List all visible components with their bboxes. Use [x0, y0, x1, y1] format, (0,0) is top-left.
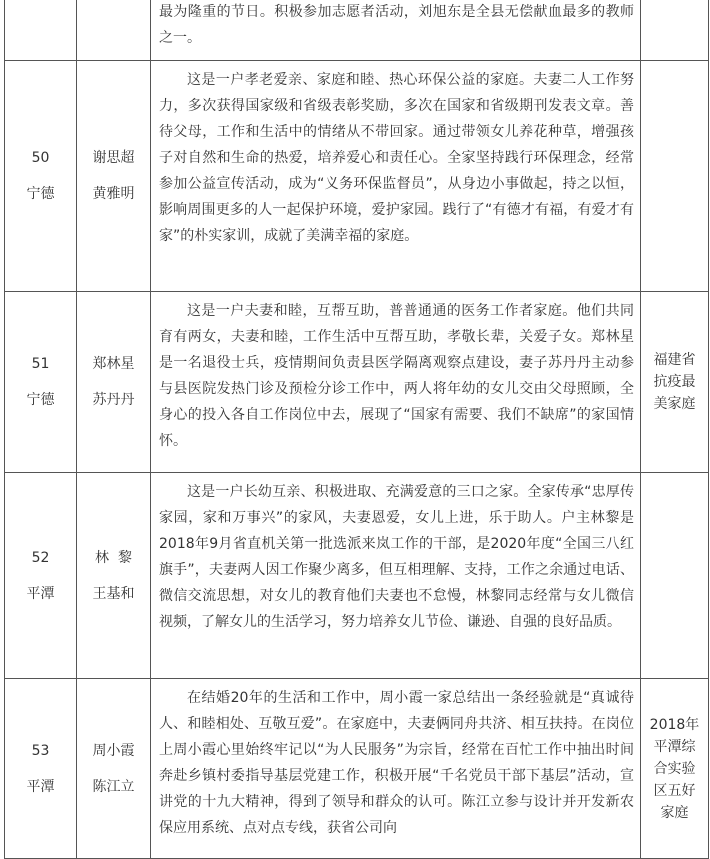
honor-text: 美家庭 [653, 396, 696, 412]
row-number: 50 [31, 150, 50, 166]
table-row [5, 292, 709, 473]
member-name: 苏丹丹 [92, 392, 135, 408]
honor-text: 福建省 [653, 352, 696, 368]
row-number: 51 [31, 356, 50, 372]
row-number-cell [5, 0, 77, 61]
names-cell [77, 61, 151, 292]
row-number: 53 [31, 742, 50, 759]
member-name: 周小霞 [92, 742, 135, 759]
honor-text: 区五好 [653, 782, 696, 799]
row-region: 宁德 [26, 392, 55, 408]
names-cell [77, 679, 151, 859]
honor-cell [641, 679, 709, 859]
names-cell [77, 473, 151, 679]
row-number-cell [5, 679, 77, 859]
honor-text: 家庭 [660, 804, 689, 821]
row-number-cell [5, 292, 77, 473]
member-name: 王基和 [92, 585, 135, 602]
family-table [4, 0, 709, 859]
honor-text: 2018年 [649, 716, 700, 733]
honor-cell [641, 61, 709, 292]
description-text: 在结婚20年的生活和工作中，周小霞一家总结出一条经验就是“真诚待人、和睦相处、互敬互爱”。在家庭中，夫妻俩同舟共济、相互扶持。在岗位上周小霞心里始终牢记以“为人民服务”为宗旨，经常在百忙工作中抽出时间奔赴乡镇村委指导基层党建工作，积极开展“千名党员干部下基层”活动，宣讲党的十九大精神，得到了领导和群众的认可。陈江立参与设计并开发新农保应用系统、点对点专线，获省公司向 [159, 690, 634, 836]
description-cell [151, 292, 641, 473]
honor-cell [641, 0, 709, 61]
description-text: 这是一户孝老爱亲、家庭和睦、热心环保公益的家庭。夫妻二人工作努力，多次获得国家级和省级表彰奖励，多次在国家和省级期刊发表文章。善待父母，工作和生活中的情绪从不带回家。通过带领女儿养花种草，增强孩子对自然和生命的热爱，培养爱心和责任心。全家坚持践行环保理念，经常参加公益宣传活动，成为“义务环保监督员”，从身边小事做起，持之以恒，影响周围更多的人一起保护环境，爱护家园。践行了“有德才有福，有爱才有家”的朴实家训，成就了美满幸福的家庭。 [159, 72, 634, 244]
member-name: 黄雅明 [92, 186, 135, 202]
description-cell [151, 0, 641, 61]
row-number-cell [5, 61, 77, 292]
names-cell [77, 0, 151, 61]
member-name: 林 黎 [95, 549, 132, 566]
names-cell [77, 292, 151, 473]
description-cell [151, 679, 641, 859]
table-row [5, 679, 709, 859]
member-name: 郑林星 [92, 356, 135, 372]
description-cell [151, 473, 641, 679]
description-text: 最为隆重的节日。积极参加志愿者活动，刘旭东是全县无偿献血最多的教师之一。 [159, 4, 634, 46]
table-row [5, 473, 709, 679]
honor-cell [641, 473, 709, 679]
row-number: 52 [31, 549, 50, 566]
row-number-cell [5, 473, 77, 679]
member-name: 陈江立 [92, 778, 135, 795]
member-name: 谢思超 [92, 150, 135, 166]
description-text: 这是一户夫妻和睦，互帮互助，普普通通的医务工作者家庭。他们共同育有两女，夫妻和睦，工作生活中互帮互助，孝敬长辈，关爱子女。郑林星是一名退役士兵，疫情期间负责县医学隔离观察点建设，妻子苏丹丹主动参与县医院发热门诊及预检分诊工作中，两人将年幼的女儿交由父母照顾，全身心的投入各自工作岗位中去，展现了“国家有需要、我们不缺席”的家国情怀。 [159, 303, 634, 449]
description-text: 这是一户长幼互亲、积极进取、充满爱意的三口之家。全家传承“忠厚传家园，家和万事兴”的家风，夫妻恩爱，女儿上进，乐于助人。户主林黎是2018年9月省直机关第一批选派来岚工作的干部，是2020年度“全国三八红旗手”，夫妻两人因工作聚少离多，但互相理解、支持，工作之余通过电话、微信交流思想，对女儿的教育他们夫妻也不怠慢，林黎同志经常与女儿微信视频，了解女儿的生活学习，努力培养女儿节俭、谦逊、自强的良好品质。 [159, 484, 634, 630]
row-region: 宁德 [26, 186, 55, 202]
honor-cell [641, 292, 709, 473]
row-region: 平潭 [26, 585, 55, 602]
description-cell [151, 61, 641, 292]
table-row [5, 61, 709, 292]
row-region: 平潭 [26, 778, 55, 795]
honor-text: 抗疫最 [653, 374, 696, 390]
honor-text: 平潭综 [653, 738, 696, 755]
table-row [5, 0, 709, 61]
honor-text: 合实验 [653, 760, 696, 777]
